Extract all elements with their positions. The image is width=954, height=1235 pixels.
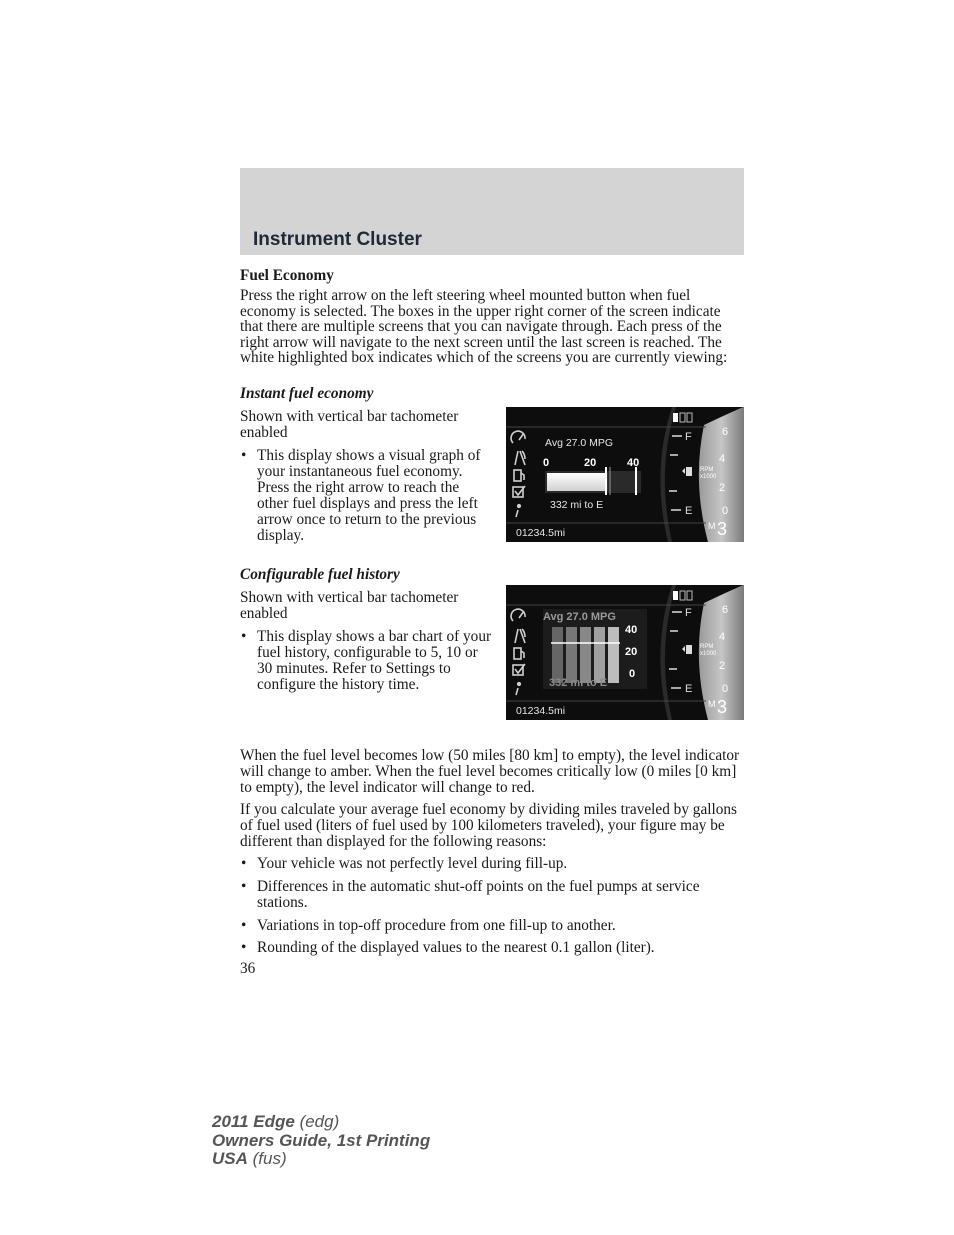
fuel-full-label: F [685, 431, 692, 443]
instant-shown-note: Shown with vertical bar tachometer enabled [240, 408, 459, 441]
history-bar [608, 627, 619, 683]
calculation-block [240, 802, 744, 956]
avg-mpg-readout: Avg 27.0 MPG [545, 437, 614, 449]
rpm-label: RPM [700, 467, 714, 473]
fuel-level-paragraph-block [240, 748, 744, 796]
rpm-label: RPM [700, 644, 714, 650]
fuel-history-bars [552, 627, 619, 683]
fuel-empty-label: E [685, 505, 693, 517]
rpm-tick: 2 [719, 482, 726, 494]
range-to-empty: 332 mi to E [549, 677, 608, 689]
gear-indicator: 3 [717, 519, 728, 539]
history-bar [566, 627, 577, 683]
list-item: • This display shows a visual graph of your instantaneous fuel economy. Press the right arrow to reach the other fuel displays and press the left arrow once to return to the previous display. [241, 447, 481, 544]
scale-label: 20 [584, 457, 597, 469]
history-heading-block [240, 567, 744, 582]
gear-mode: M [708, 699, 716, 709]
history-bar [552, 627, 563, 683]
fuel-level-text: When the fuel level becomes low (50 miles [80 km] to empty), the level indicator will change to amber. When the fuel level becomes critically low (0 miles [0 km] to empty), the level indicator will change to red. [240, 747, 740, 796]
scale-label: 20 [625, 646, 638, 658]
instant-economy-bar [547, 473, 607, 491]
fuel-economy-intro: Press the right arrow on the left steering wheel mounted button when fuel economy is selected. The boxes in the upper right corner of the screen indicate that there are multiple screens that you can navigate through. Each press of the right arrow will navigate to the next screen until the last screen is reached. The white highlighted box indicates which of the screens you are currently viewing: [240, 287, 728, 367]
screen-indicator-active [673, 591, 678, 600]
history-heading: Configurable fuel history [240, 566, 400, 583]
rpm-unit: x1000 [700, 651, 717, 657]
fuel-economy-section [240, 268, 744, 365]
list-item: • Variations in top-off procedure from one fill-up to another. [241, 917, 616, 934]
history-bar [580, 627, 591, 683]
list-item: • Rounding of the displayed values to the nearest 0.1 gallon (liter). [241, 939, 655, 956]
page-number-block [240, 961, 744, 976]
gear-indicator: 3 [717, 697, 728, 717]
list-item: • Your vehicle was not perfectly level during fill-up. [241, 855, 568, 872]
range-to-empty: 332 mi to E [550, 499, 604, 511]
gear-mode: M [708, 521, 716, 531]
rpm-tick: 0 [722, 505, 729, 517]
scale-label: 40 [627, 457, 640, 469]
list-item: • Differences in the automatic shut-off points on the fuel pumps at service stations. [241, 878, 700, 911]
section-header-band [240, 168, 744, 255]
odometer: 01234.5mi [516, 705, 566, 717]
rpm-tick: 4 [719, 453, 726, 465]
instant-text-block [240, 409, 494, 544]
fuel-economy-heading: Fuel Economy [240, 267, 334, 284]
calculation-text: If you calculate your average fuel economy by dividing miles traveled by gallons of fuel used (liters of fuel used by 100 kilometers traveled), your figure may be different than displayed for the following reasons: [240, 801, 737, 850]
fuel-history-cluster-display [506, 585, 744, 720]
odometer: 01234.5mi [516, 527, 566, 539]
rpm-tick: 4 [719, 631, 726, 643]
avg-mpg-readout: Avg 27.0 MPG [543, 611, 616, 623]
rpm-tick: 6 [722, 604, 729, 616]
instant-fuel-cluster-display [506, 407, 744, 542]
rpm-unit: x1000 [700, 474, 717, 480]
scale-label: 40 [625, 624, 638, 636]
document-footer: 2011 Edge (edg) Owners Guide, 1st Printing USA (fus) [212, 1112, 431, 1168]
page-number: 36 [240, 960, 256, 977]
fuel-full-label: F [685, 607, 692, 619]
scale-label: 0 [629, 668, 636, 680]
rpm-tick: 0 [722, 683, 729, 695]
instant-heading: Instant fuel economy [240, 385, 374, 402]
history-shown-note: Shown with vertical bar tachometer enabled [240, 589, 459, 622]
screen-indicator-active [673, 413, 678, 422]
history-text-block [240, 590, 494, 693]
section-title: Instrument Cluster [253, 229, 422, 250]
rpm-tick: 2 [719, 660, 726, 672]
scale-label: 0 [543, 457, 550, 469]
fuel-empty-label: E [685, 683, 693, 695]
rpm-tick: 6 [722, 426, 729, 438]
instant-heading-block [240, 386, 744, 401]
history-bar [594, 627, 605, 683]
list-item: • This display shows a bar chart of your fuel history, configurable to 5, 10 or 30 minutes. Refer to Settings to configure the history time. [241, 628, 492, 693]
